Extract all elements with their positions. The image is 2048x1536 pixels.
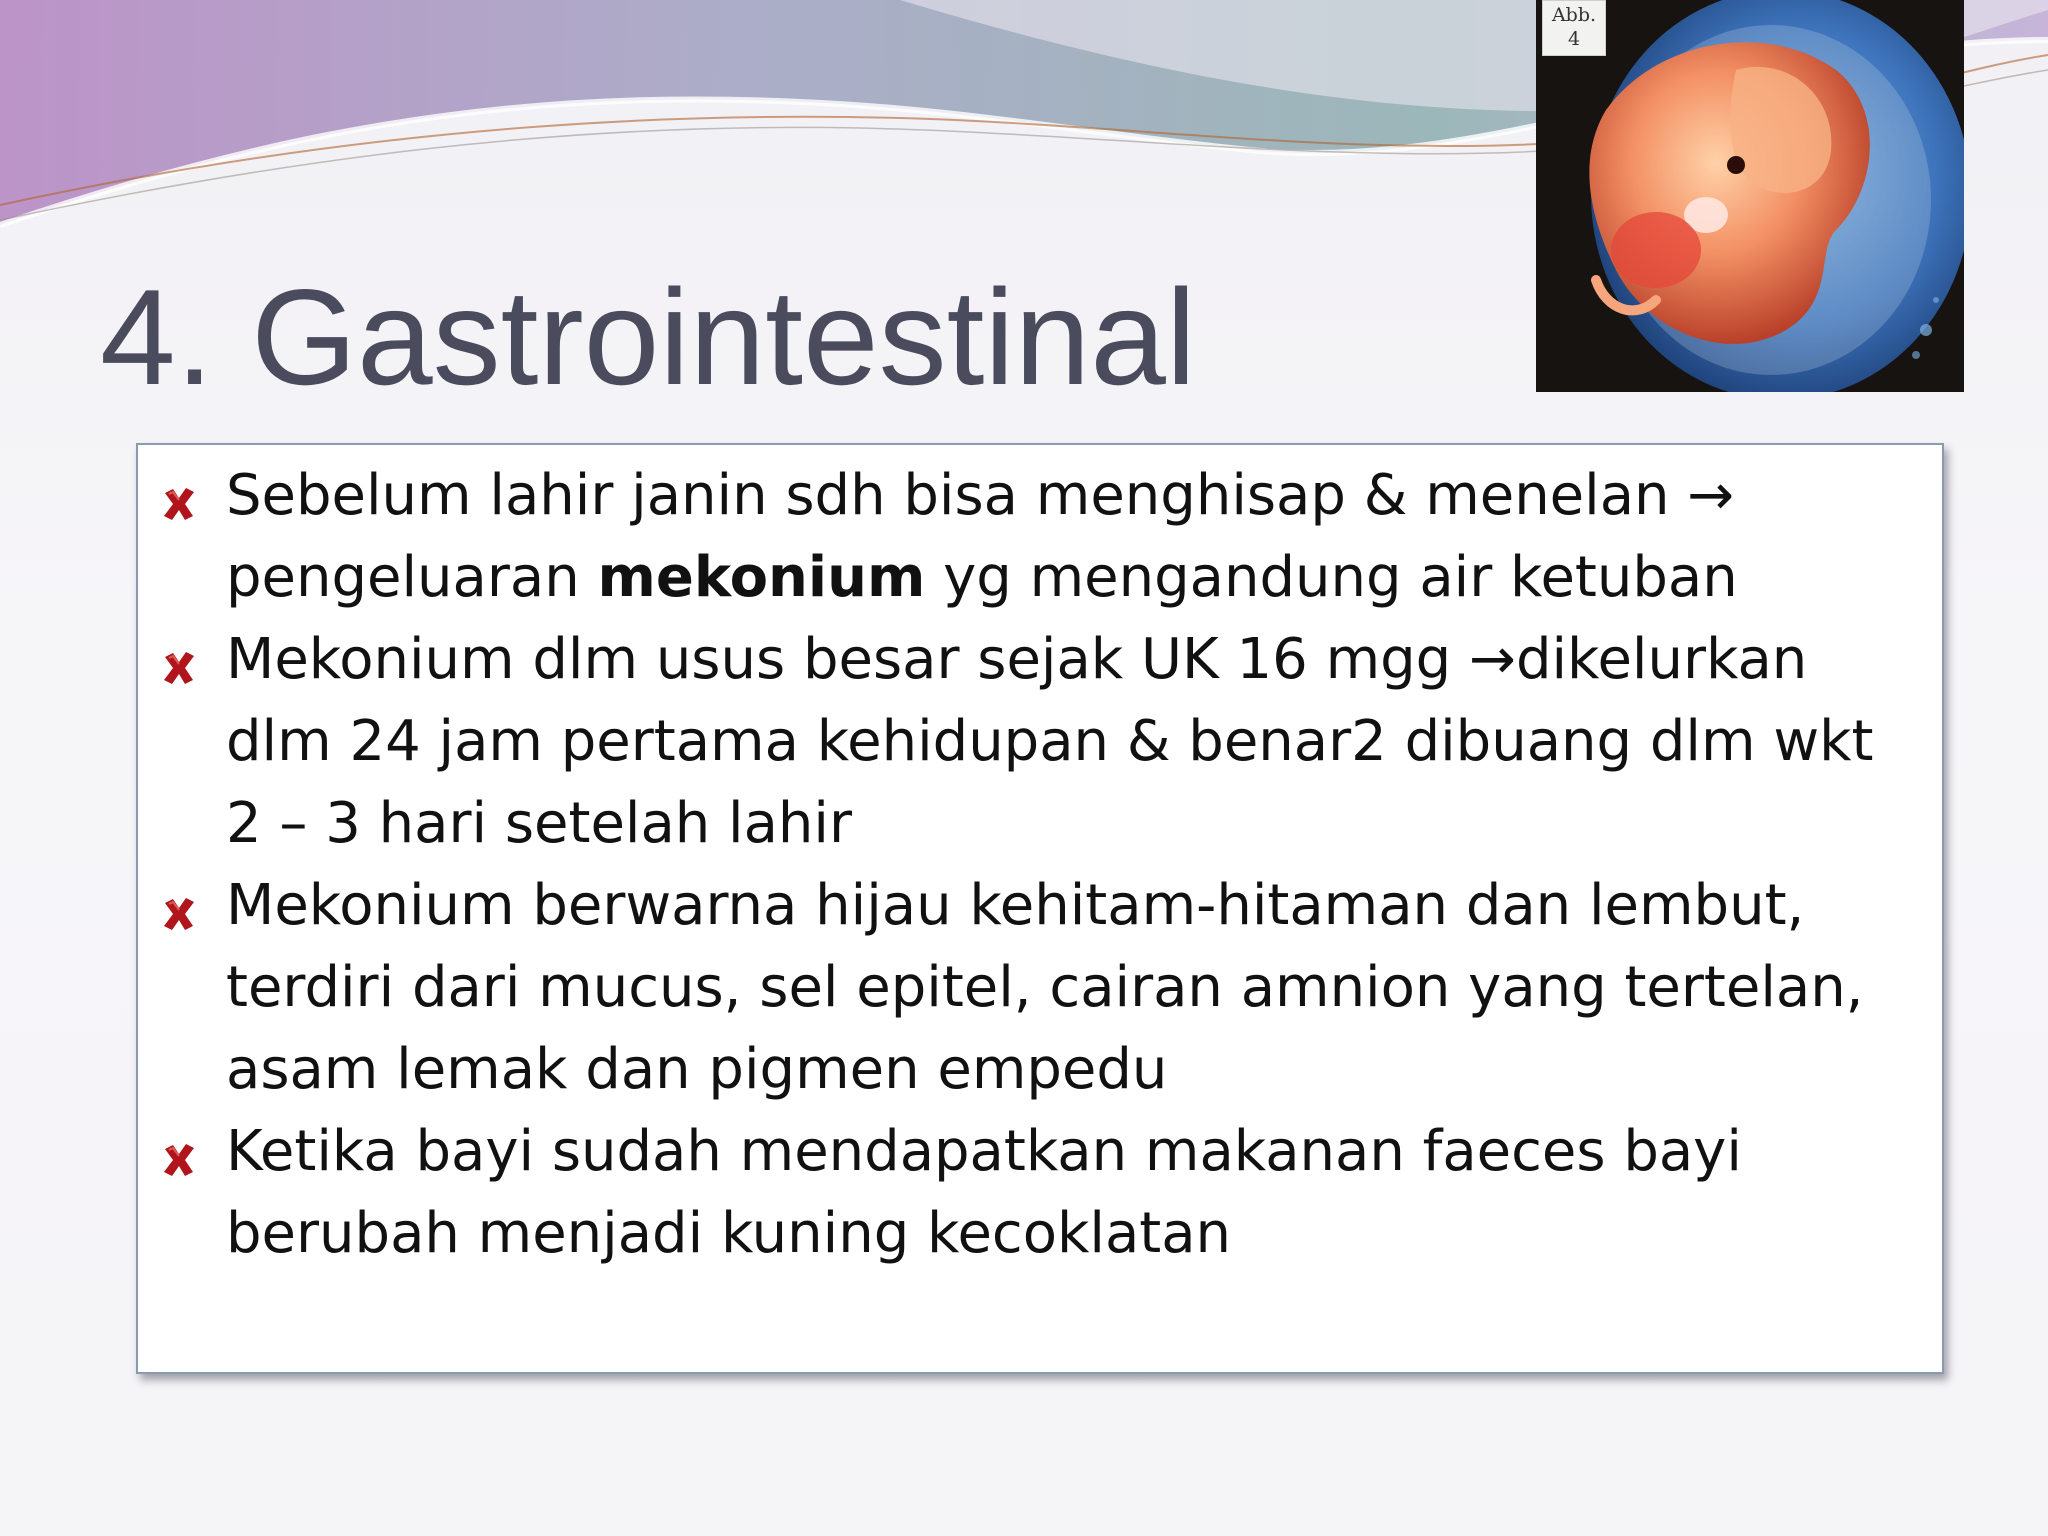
bullet-2-text: Mekonium dlm usus besar sejak UK 16 mgg →dikelurkan dlm 24 jam pertama kehidupan & benar2 dibuang dlm wkt 2 – 3 hari setelah lahir xyxy=(226,627,1874,856)
bullet-1-text-end: yg mengandung air ketuban xyxy=(925,545,1738,610)
figure-label-line2: 4 xyxy=(1567,28,1581,50)
bullet-1-bold-term: mekonium xyxy=(597,545,926,610)
figure-label-line1: Abb. xyxy=(1551,4,1597,26)
red-x-icon xyxy=(160,485,198,523)
bullet-3-text: Mekonium berwarna hijau kehitam-hitaman dan lembut, terdiri dari mucus, sel epitel, cairan amnion yang tertelan, asam lemak dan pigmen empedu xyxy=(226,873,1864,1102)
bullet-item-3 xyxy=(138,865,1922,1111)
figure-label xyxy=(1542,0,1606,56)
red-x-icon xyxy=(160,649,198,687)
embryo-illustration xyxy=(1536,0,1964,392)
red-x-icon xyxy=(160,895,198,933)
bullet-item-4 xyxy=(138,1111,1922,1275)
content-box xyxy=(136,443,1944,1374)
bullet-list xyxy=(138,445,1942,1275)
bullet-item-2 xyxy=(138,619,1922,865)
red-x-icon xyxy=(160,1141,198,1179)
bullet-item-1 xyxy=(138,455,1922,619)
slide-title: 4. Gastrointestinal xyxy=(100,261,1197,413)
bullet-1-text-start: Sebelum lahir janin sdh bisa menghisap & menelan → pengeluaran xyxy=(226,463,1735,610)
bullet-4-text: Ketika bayi sudah mendapatkan makanan faeces bayi berubah menjadi kuning kecoklatan xyxy=(226,1119,1742,1266)
embryo-photo xyxy=(1536,0,1964,392)
